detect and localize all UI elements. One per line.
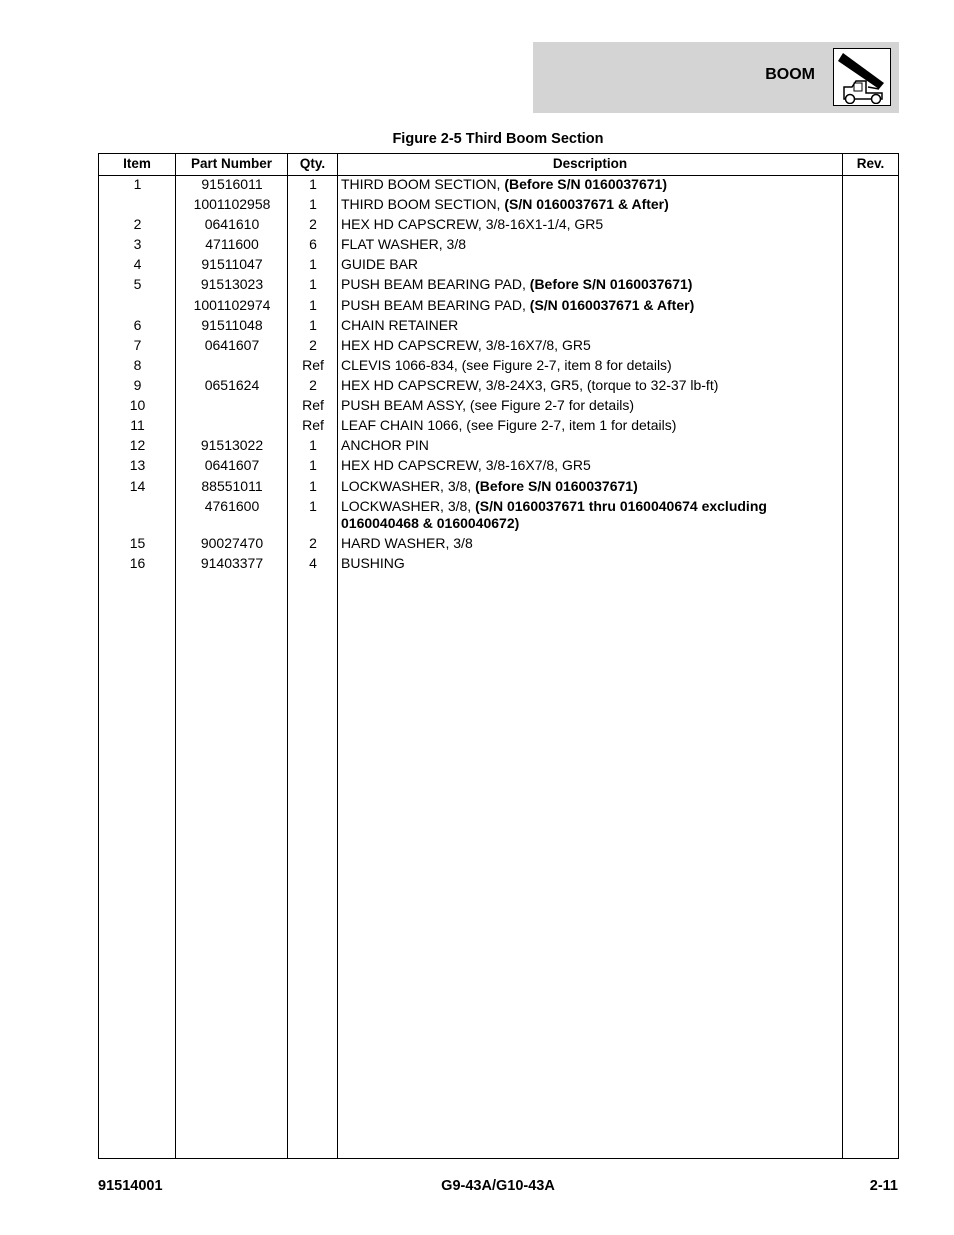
cell-description	[341, 337, 839, 354]
cell-item: 13	[129, 457, 146, 473]
col-header-item: Item	[123, 156, 151, 171]
cell-item: 8	[133, 357, 142, 373]
cell-qty: 6	[309, 236, 317, 252]
table-header	[99, 154, 898, 175]
description-text: PUSH BEAM BEARING PAD,	[341, 276, 530, 292]
description-text: ANCHOR PIN	[341, 437, 429, 453]
cell-description	[341, 457, 839, 474]
cell-description	[341, 317, 839, 334]
cell-description	[341, 555, 839, 572]
description-text: PUSH BEAM BEARING PAD,	[341, 297, 530, 313]
description-text: HEX HD CAPSCREW, 3/8-24X3, GR5, (torque to 32-37 lb-ft)	[341, 377, 719, 393]
cell-part-number: 91511047	[201, 256, 263, 272]
cell-description	[341, 417, 839, 434]
figure-title: Figure 2-5 Third Boom Section	[392, 131, 604, 147]
cell-item: 15	[129, 535, 146, 551]
cell-part-number: 91513023	[200, 276, 264, 292]
description-serial-range: (S/N 0160037671 thru 0160040674 excluding 0160040468 & 0160040672)	[341, 498, 767, 531]
cell-qty: 2	[309, 535, 317, 551]
cell-item: 3	[133, 236, 142, 252]
footer-doc-number: 91514001	[98, 1178, 163, 1194]
cell-qty: 1	[309, 256, 317, 272]
cell-item: 4	[133, 256, 142, 272]
description-text: HEX HD CAPSCREW, 3/8-16X7/8, GR5	[341, 337, 591, 353]
cell-qty: Ref	[302, 417, 324, 433]
cell-item: 9	[133, 377, 142, 393]
col-header-qty: Qty.	[299, 156, 326, 171]
parts-table	[98, 153, 899, 1159]
cell-qty: 2	[309, 377, 317, 393]
cell-part-number: 4761600	[204, 498, 260, 514]
col-header-rev: Rev.	[856, 156, 885, 171]
description-text: LEAF CHAIN 1066, (see Figure 2-7, item 1 for details)	[341, 417, 677, 433]
cell-description	[341, 276, 839, 293]
description-serial-range: (Before S/N 0160037671)	[504, 176, 667, 192]
description-serial-range: (S/N 0160037671 & After)	[529, 297, 695, 313]
cell-qty: 1	[309, 498, 317, 514]
cell-description	[341, 236, 839, 253]
cell-part-number: 90027470	[200, 535, 264, 551]
cell-part-number: 88551011	[201, 478, 263, 494]
cell-part-number: 1001102974	[193, 297, 271, 313]
cell-qty: 4	[309, 555, 317, 571]
cell-description	[341, 256, 839, 273]
cell-part-number: 0641610	[204, 216, 260, 232]
cell-item: 1	[133, 176, 142, 192]
col-header-part-number: Part Number	[190, 156, 273, 171]
col-header-description: Description	[552, 156, 628, 171]
footer-page-number: 2-11	[869, 1178, 898, 1194]
cell-description	[341, 216, 839, 233]
description-text: LOCKWASHER, 3/8,	[341, 478, 476, 494]
description-text: GUIDE BAR	[341, 256, 419, 272]
cell-qty: 1	[309, 297, 317, 313]
cell-description	[341, 397, 839, 414]
cell-qty: 2	[309, 337, 317, 353]
section-header	[533, 42, 899, 113]
cell-qty: 1	[309, 478, 317, 494]
cell-item: 10	[129, 397, 146, 413]
cell-qty: 1	[309, 276, 317, 292]
cell-description	[341, 437, 839, 454]
cell-qty: 1	[309, 317, 317, 333]
cell-qty: Ref	[302, 357, 324, 373]
cell-part-number: 91513022	[200, 437, 264, 453]
cell-qty: 1	[309, 196, 317, 212]
cell-description	[341, 478, 839, 495]
cell-part-number: 91516011	[201, 176, 263, 192]
cell-description	[341, 357, 839, 374]
cell-qty: 1	[309, 457, 317, 473]
description-text: LOCKWASHER, 3/8,	[341, 498, 476, 514]
cell-item: 11	[130, 417, 145, 433]
cell-item: 2	[133, 216, 142, 232]
description-text: BUSHING	[341, 555, 405, 571]
description-text: THIRD BOOM SECTION,	[341, 176, 505, 192]
description-text: HEX HD CAPSCREW, 3/8-16X1-1/4, GR5	[341, 216, 604, 232]
cell-part-number: 91403377	[200, 555, 264, 571]
description-serial-range: (Before S/N 0160037671)	[475, 478, 638, 494]
cell-item: 16	[129, 555, 146, 571]
cell-qty: Ref	[302, 397, 324, 413]
description-text: CHAIN RETAINER	[341, 317, 459, 333]
cell-description	[341, 196, 839, 213]
description-text: CLEVIS 1066-834, (see Figure 2-7, item 8 for details)	[341, 357, 672, 373]
cell-qty: 1	[309, 437, 317, 453]
cell-part-number: 0651624	[204, 377, 260, 393]
description-text: PUSH BEAM ASSY, (see Figure 2-7 for details)	[341, 397, 635, 413]
cell-description	[341, 535, 839, 552]
cell-qty: 2	[309, 216, 317, 232]
description-text: THIRD BOOM SECTION,	[341, 196, 505, 212]
cell-qty: 1	[309, 176, 317, 192]
cell-description	[341, 297, 839, 314]
section-title: BOOM	[765, 66, 815, 83]
cell-item: 7	[133, 337, 142, 353]
cell-description	[341, 176, 839, 193]
cell-part-number: 91511048	[201, 317, 263, 333]
cell-part-number: 0641607	[204, 457, 260, 473]
cell-part-number: 1001102958	[193, 196, 271, 212]
cell-part-number: 0641607	[204, 337, 260, 353]
description-serial-range: (S/N 0160037671 & After)	[504, 196, 669, 212]
cell-description	[341, 498, 839, 532]
cell-description	[341, 377, 839, 394]
cell-part-number: 4711600	[205, 236, 259, 252]
cell-item: 5	[133, 276, 142, 292]
cell-item: 12	[129, 437, 146, 453]
footer-model: G9-43A/G10-43A	[441, 1178, 555, 1194]
description-text: HEX HD CAPSCREW, 3/8-16X7/8, GR5	[341, 457, 591, 473]
telehandler-boom-icon	[833, 48, 891, 106]
description-serial-range: (Before S/N 0160037671)	[529, 276, 693, 292]
cell-item: 14	[129, 478, 146, 494]
description-text: FLAT WASHER, 3/8	[341, 236, 466, 252]
cell-item: 6	[133, 317, 142, 333]
description-text: HARD WASHER, 3/8	[341, 535, 473, 551]
